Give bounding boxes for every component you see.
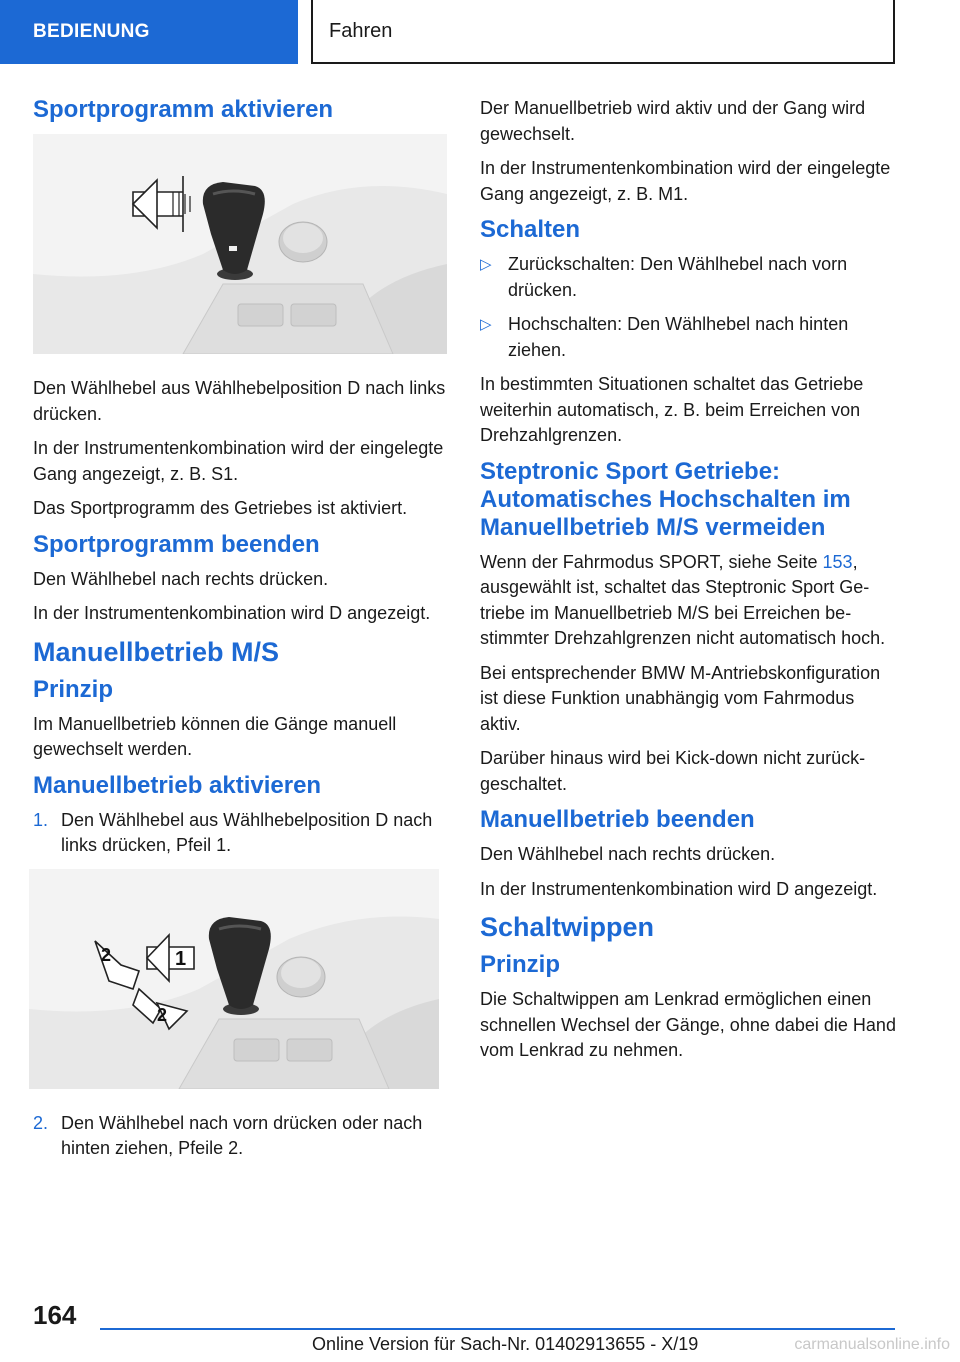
header-chapter-label: Fahren — [329, 19, 393, 42]
heading-paddles: Schaltwippen — [480, 912, 655, 942]
paragraph: Wenn der Fahrmodus SPORT, siehe Seite 153, ausgewählt ist, schaltet das Steptronic Sport Getriebe im Manuellbetrieb M/S bei Erreichen bestimmter Drehzahlgrenzen nicht automatisch hoch. — [480, 551, 886, 648]
heading-shifting: Schalten — [480, 216, 581, 243]
paragraph: In der Instrumentenkombination wird der eingelegte Gang angezeigt, z. B. M1. — [480, 158, 891, 204]
bullet-text: Zurückschalten: Den Wählhebel nach vorn drücken. — [508, 254, 848, 300]
gear-lever-illustration-2 — [29, 869, 439, 1089]
step-number: 1. — [33, 809, 49, 830]
footer-divider — [100, 1328, 895, 1330]
heading-manual-off: Manuellbetrieb beenden — [480, 806, 755, 833]
header-section-tab — [0, 0, 298, 64]
figure-gear-lever-arrows — [29, 869, 439, 1089]
figure-gear-lever-left — [33, 134, 447, 354]
heading-principle: Prinzip — [480, 951, 561, 978]
paragraph: Im Manuellbetrieb können die Gänge manuell gewechselt werden. — [33, 713, 397, 759]
step-text: Den Wählhebel nach vorn drücken oder nach hinten ziehen, Pfeile 2. — [61, 1112, 423, 1158]
header-section-label: BEDIENUNG — [33, 21, 150, 42]
triangle-bullet-icon: ▷ — [480, 316, 492, 333]
paragraph: In der Instrumentenkombination wird D angezeigt. — [480, 878, 878, 899]
arrow-2a-label: 2 — [101, 944, 112, 965]
step-text: Den Wählhebel aus Wählhebelposition D nach links drücken, Pfeil 1. — [61, 809, 433, 855]
triangle-bullet-icon: ▷ — [480, 256, 492, 273]
paragraph: In bestimmten Situationen schaltet das Getriebe weiterhin automatisch, z. B. beim Erreichen von Drehzahlgrenzen. — [480, 374, 864, 445]
paragraph: Den Wählhebel aus Wählhebelposition D nach links drücken. — [33, 378, 446, 424]
right-column — [480, 96, 898, 1073]
paragraph: Den Wählhebel nach rechts drücken. — [480, 844, 776, 864]
paragraph: Die Schaltwippen am Lenkrad ermöglichen einen schnellen Wechsel der Gänge, ohne dabei die Hand vom Lenkrad zu nehmen. — [480, 989, 896, 1060]
heading-sport-on: Sportprogramm aktivieren — [33, 96, 334, 123]
paragraph: In der Instrumentenkombination wird der eingelegte Gang angezeigt, z. B. S1. — [33, 438, 444, 484]
heading-sport-off: Sportprogramm beenden — [33, 530, 320, 558]
list-item — [33, 1111, 447, 1162]
heading-principle: Prinzip — [33, 675, 114, 703]
paragraph: Darüber hinaus wird bei Kick-down nicht zurückgeschaltet. — [480, 748, 866, 794]
arrow-1-label: 1 — [175, 947, 187, 970]
paragraph: Den Wählhebel nach rechts drücken. — [33, 568, 329, 589]
heading-manual-mode: Manuellbetrieb M/S — [33, 636, 280, 667]
step-number: 2. — [33, 1112, 49, 1133]
steps-list — [33, 808, 447, 859]
watermark: carmanualsonline.info — [794, 1336, 950, 1353]
paragraph: Das Sportprogramm des Getriebes ist aktiviert. — [33, 498, 408, 518]
paragraph: Bei entsprechender BMW M-Antriebskonfiguration ist diese Funktion unabhängig vom Fahrmodus aktiv. — [480, 662, 881, 734]
arrow-2b-label: 2 — [157, 1004, 168, 1025]
bullet-list — [480, 252, 898, 363]
steps-list — [33, 1111, 447, 1162]
heading-steptronic: Steptronic Sport Getriebe: Automatisches Hochschalten im Manuellbetrieb M/S vermeiden — [480, 457, 851, 541]
page-link[interactable]: 153 — [822, 551, 853, 572]
list-item — [480, 312, 898, 363]
header-chapter-box — [311, 0, 895, 64]
paragraph: In der Instrumentenkombination wird D angezeigt. — [33, 603, 431, 623]
left-column — [33, 96, 447, 1171]
page-number: 164 — [33, 1300, 77, 1330]
list-item — [480, 252, 898, 303]
list-item — [33, 808, 447, 859]
heading-manual-on: Manuellbetrieb aktivieren — [33, 771, 322, 799]
paragraph: Der Manuellbetrieb wird aktiv und der Gang wird gewechselt. — [480, 98, 866, 144]
bullet-text: Hochschalten: Den Wählhebel nach hinten ziehen. — [508, 314, 849, 360]
gear-lever-illustration-1 — [33, 134, 447, 354]
footer-online-version: Online Version für Sach-Nr. 01402913655 - X/19 — [312, 1334, 699, 1354]
